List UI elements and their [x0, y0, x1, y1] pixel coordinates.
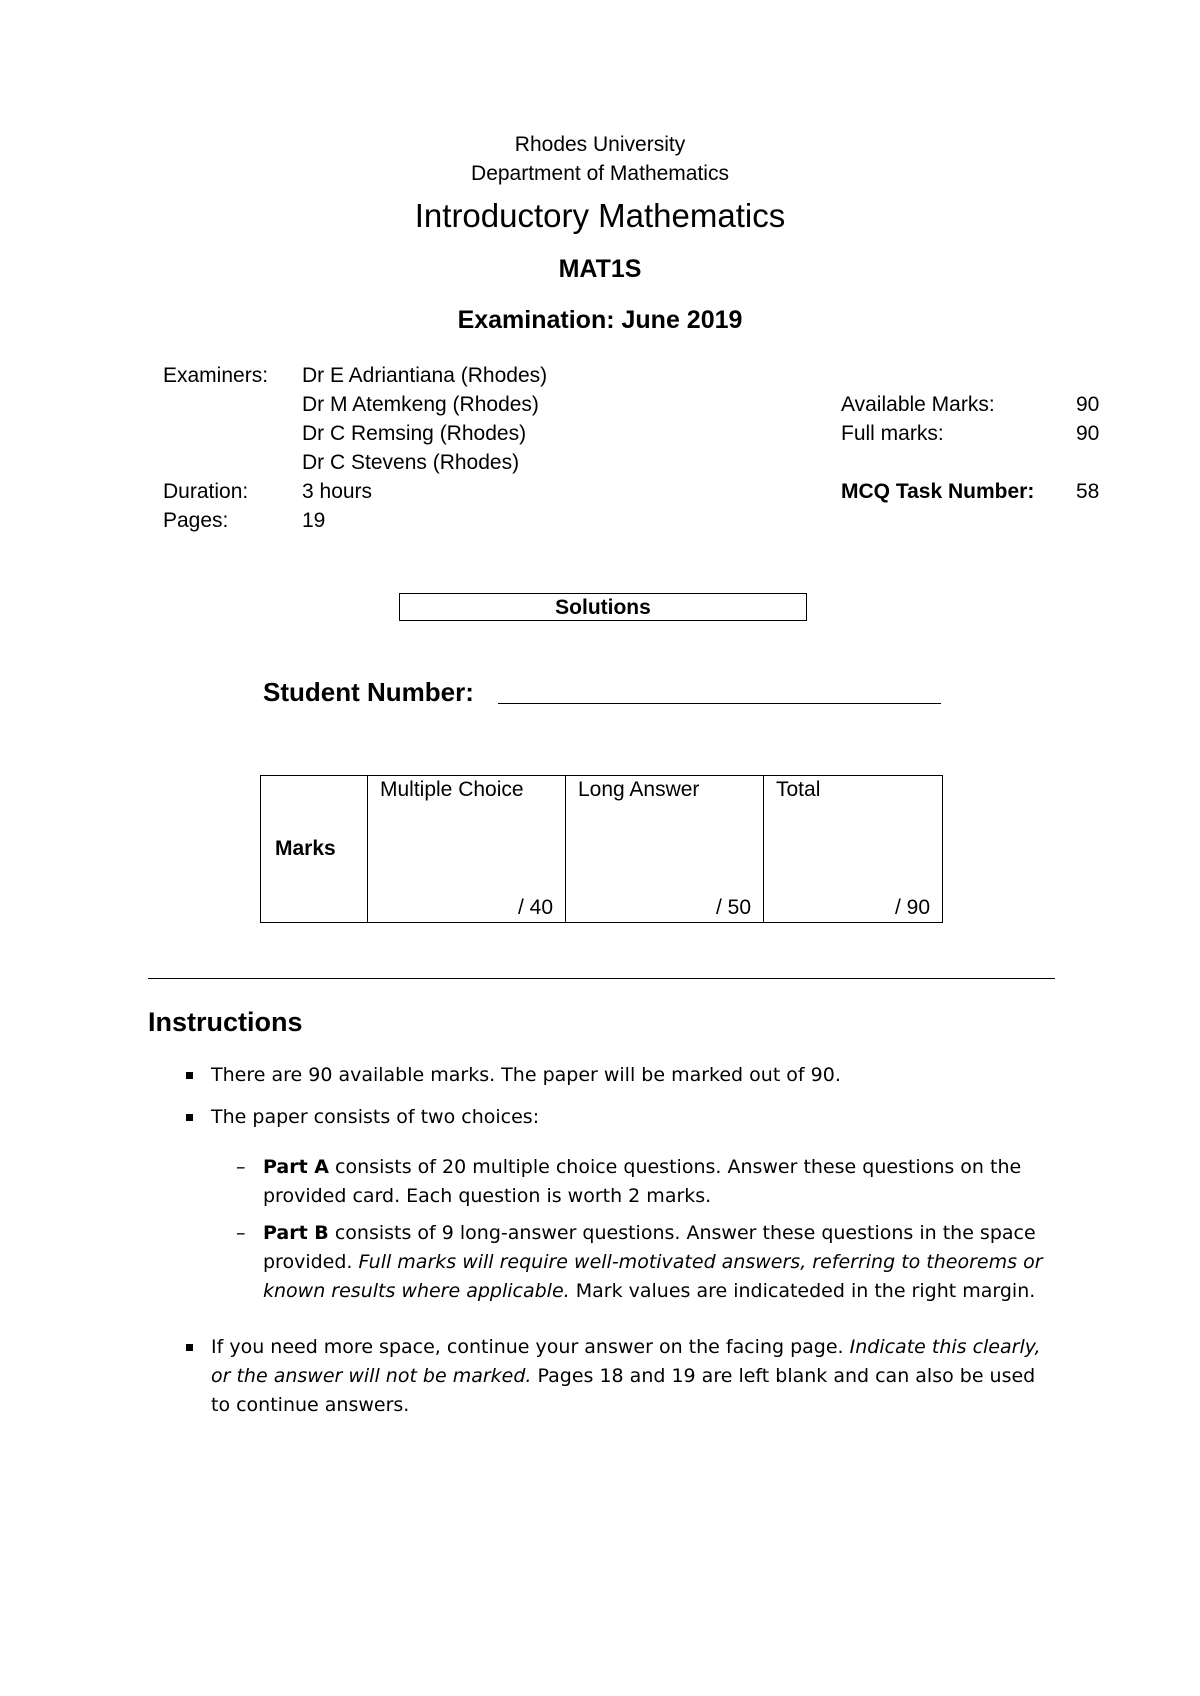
part-b-text: consists of 9 long-answer questions. Answer these questions in the space — [328, 1222, 1036, 1244]
full-marks-label: Full marks: — [841, 422, 944, 445]
marks-cell-long-answer — [566, 776, 764, 923]
part-a-label: Part A — [263, 1156, 330, 1178]
part-b-text-2: provided. — [263, 1251, 359, 1273]
mcq-task-label: MCQ Task Number: — [841, 480, 1035, 503]
available-marks-value: 90 — [1076, 393, 1100, 416]
examiners-label: Examiners: — [163, 364, 269, 387]
marks-table — [260, 775, 943, 923]
marks-cell-multiple-choice — [368, 776, 566, 923]
examiner-2: Dr M Atemkeng (Rhodes) — [302, 393, 539, 416]
bullet-marker — [186, 1114, 193, 1121]
pages-label: Pages: — [163, 509, 229, 532]
student-number-line[interactable] — [498, 703, 941, 704]
instruction-3-text-2: Pages 18 and 19 are left blank and can also be used — [531, 1365, 1036, 1387]
instruction-3-text: If you need more space, continue your answer on the facing page. — [211, 1336, 850, 1358]
part-a-text: consists of 20 multiple choice questions. Answer these questions on the — [329, 1156, 1022, 1178]
instruction-1: There are 90 available marks. The paper will be marked out of 90. — [211, 1064, 841, 1086]
examiner-4: Dr C Stevens (Rhodes) — [302, 451, 520, 474]
marks-out-of: / 40 — [517, 896, 553, 919]
course-code: MAT1S — [558, 255, 642, 283]
student-number-label: Student Number: — [263, 677, 474, 707]
instruction-3-text-3: to continue answers. — [211, 1394, 410, 1416]
course-title: Introductory Mathematics — [414, 197, 786, 234]
pages-value: 19 — [302, 509, 326, 532]
duration-value: 3 hours — [302, 480, 373, 503]
dash-marker: – — [236, 1222, 246, 1244]
instructions-heading: Instructions — [148, 1007, 303, 1037]
department-name: Department of Mathematics — [471, 162, 729, 185]
part-b-label: Part B — [263, 1222, 329, 1244]
part-b-text-3: Mark values are indicateded in the right margin. — [569, 1280, 1036, 1302]
dash-marker: – — [236, 1156, 246, 1178]
available-marks-label: Available Marks: — [841, 393, 995, 416]
examiner-3: Dr C Remsing (Rhodes) — [302, 422, 527, 445]
instruction-3 — [211, 1333, 1071, 1420]
full-marks-value: 90 — [1076, 422, 1100, 445]
part-b-italic: Full marks will require well-motivated answers, referring to theorems or — [358, 1251, 1043, 1273]
instruction-2: The paper consists of two choices: — [211, 1106, 540, 1128]
part-b-italic-2: known results where applicable. — [263, 1280, 570, 1302]
section-divider — [148, 978, 1055, 979]
part-a-text-2: provided card. Each question is worth 2 marks. — [263, 1185, 712, 1207]
bullet-marker — [186, 1072, 193, 1079]
marks-out-of: / 90 — [894, 896, 930, 919]
university-name: Rhodes University — [514, 133, 686, 156]
bullet-marker — [186, 1344, 193, 1351]
exam-title: Examination: June 2019 — [457, 306, 743, 334]
duration-label: Duration: — [163, 480, 249, 503]
examiner-1: Dr E Adriantiana (Rhodes) — [302, 364, 548, 387]
instruction-3-italic: Indicate this clearly, — [849, 1336, 1041, 1358]
instruction-part-a — [263, 1153, 1063, 1211]
marks-col-header: Total — [776, 778, 821, 801]
instruction-part-b — [263, 1219, 1063, 1306]
marks-cell-total — [764, 776, 943, 923]
marks-out-of: / 50 — [715, 896, 751, 919]
marks-row-label: Marks — [261, 776, 368, 923]
instruction-3-italic-2: or the answer will not be marked. — [211, 1365, 532, 1387]
marks-col-header: Multiple Choice — [380, 778, 524, 801]
solutions-banner: Solutions — [399, 593, 807, 621]
marks-col-header: Long Answer — [578, 778, 700, 801]
mcq-task-value: 58 — [1076, 480, 1100, 503]
